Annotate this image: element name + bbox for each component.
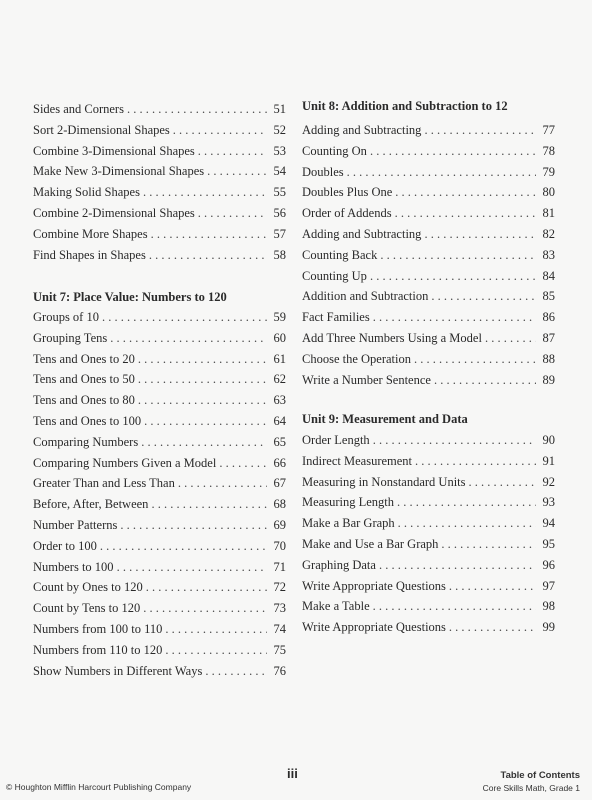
dot-leader <box>380 247 536 263</box>
dot-leader <box>431 288 536 304</box>
dot-leader <box>395 184 536 200</box>
dot-leader <box>143 600 267 616</box>
toc-entry-page: 58 <box>273 248 286 262</box>
toc-entry <box>302 288 555 304</box>
toc-entry-title: Doubles Plus One <box>302 185 393 199</box>
dot-leader <box>379 557 536 573</box>
toc-entry-title: Measuring Length <box>302 495 394 509</box>
toc-entry-title: Tens and Ones to 50 <box>33 372 135 386</box>
toc-entry-title: Show Numbers in Different Ways <box>33 664 203 678</box>
toc-entry-title: Numbers to 100 <box>33 560 114 574</box>
toc-entry-title: Comparing Numbers <box>33 435 139 449</box>
toc-entry-page: 89 <box>542 373 555 387</box>
toc-entry-title: Tens and Ones to 20 <box>33 352 135 366</box>
toc-entry-page: 99 <box>542 620 555 634</box>
toc-entry <box>33 538 286 554</box>
dot-leader <box>219 455 267 471</box>
toc-entry <box>302 557 555 573</box>
toc-entry-title: Tens and Ones to 80 <box>33 393 135 407</box>
copyright-notice: © Houghton Mifflin Harcourt Publishing Company <box>6 782 192 792</box>
dot-leader <box>102 309 267 325</box>
dot-leader <box>138 351 267 367</box>
toc-entry-page: 79 <box>542 165 555 179</box>
toc-entry-title: Find Shapes in Shapes <box>33 248 146 262</box>
toc-entry-page: 90 <box>542 433 555 447</box>
toc-entry <box>33 517 286 533</box>
dot-leader <box>138 371 267 387</box>
toc-entry <box>33 475 286 491</box>
toc-entry-page: 66 <box>273 456 286 470</box>
toc-entry-page: 78 <box>542 144 555 158</box>
toc-entry <box>302 122 555 138</box>
toc-entry-page: 51 <box>273 102 286 116</box>
toc-entry-page: 56 <box>273 206 286 220</box>
dot-leader <box>151 226 267 242</box>
dot-leader <box>397 494 536 510</box>
dot-leader <box>373 598 536 614</box>
toc-entry <box>33 309 286 325</box>
toc-entry <box>33 330 286 346</box>
dot-leader <box>120 517 267 533</box>
toc-entry-title: Write a Number Sentence <box>302 373 431 387</box>
toc-entry-title: Order to 100 <box>33 539 97 553</box>
toc-entry <box>33 226 286 242</box>
toc-entry-title: Combine 3-Dimensional Shapes <box>33 144 195 158</box>
toc-entry-page: 93 <box>542 495 555 509</box>
toc-entry-title: Make a Table <box>302 599 370 613</box>
page-number: iii <box>287 766 298 781</box>
dot-leader <box>138 392 267 408</box>
toc-entry <box>33 600 286 616</box>
toc-entry-page: 83 <box>542 248 555 262</box>
toc-entry-title: Grouping Tens <box>33 331 108 345</box>
dot-leader <box>178 475 267 491</box>
dot-leader <box>173 122 267 138</box>
toc-entry <box>33 122 286 138</box>
toc-entry-title: Doubles <box>302 165 344 179</box>
toc-entry-title: Numbers from 110 to 120 <box>33 643 163 657</box>
toc-entry-title: Addition and Subtraction <box>302 289 429 303</box>
toc-entry <box>302 143 555 159</box>
toc-entry <box>302 268 555 284</box>
dot-leader <box>165 621 267 637</box>
toc-entry <box>302 619 555 635</box>
dot-leader <box>449 619 536 635</box>
toc-entry <box>33 455 286 471</box>
dot-leader <box>347 164 536 180</box>
book-title: Core Skills Math, Grade 1 <box>482 783 580 793</box>
dot-leader <box>144 413 267 429</box>
toc-entry-page: 63 <box>273 393 286 407</box>
dot-leader <box>127 101 267 117</box>
toc-entry-title: Tens and Ones to 100 <box>33 414 142 428</box>
dot-leader <box>205 663 267 679</box>
toc-entry-title: Fact Families <box>302 310 370 324</box>
toc-entry-page: 75 <box>273 643 286 657</box>
toc-entry-page: 98 <box>542 599 555 613</box>
toc-entry-page: 55 <box>273 185 286 199</box>
toc-entry-title: Counting Up <box>302 269 367 283</box>
dot-leader <box>373 309 536 325</box>
toc-entry <box>302 309 555 325</box>
toc-entry <box>33 205 286 221</box>
toc-entry-page: 88 <box>542 352 555 366</box>
toc-entry <box>33 621 286 637</box>
toc-entry-title: Greater Than and Less Than <box>33 476 175 490</box>
toc-entry <box>33 663 286 679</box>
toc-entry-title: Comparing Numbers Given a Model <box>33 456 217 470</box>
toc-entry <box>302 515 555 531</box>
unit7-heading: Unit 7: Place Value: Numbers to 120 <box>33 290 227 304</box>
dot-leader <box>424 226 536 242</box>
toc-entry <box>33 371 286 387</box>
dot-leader <box>370 143 536 159</box>
toc-entry-page: 82 <box>542 227 555 241</box>
toc-entry-title: Counting Back <box>302 248 378 262</box>
dot-leader <box>449 578 536 594</box>
toc-entry-title: Indirect Measurement <box>302 454 413 468</box>
toc-entry-title: Adding and Subtracting <box>302 227 422 241</box>
toc-entry-page: 61 <box>273 352 286 366</box>
toc-entry-page: 53 <box>273 144 286 158</box>
toc-entry <box>33 434 286 450</box>
toc-entry-page: 67 <box>273 476 286 490</box>
toc-entry-title: Choose the Operation <box>302 352 412 366</box>
toc-entry-page: 91 <box>542 454 555 468</box>
toc-entry-title: Groups of 10 <box>33 310 99 324</box>
toc-entry <box>302 453 555 469</box>
toc-entry-page: 74 <box>273 622 286 636</box>
dot-leader <box>373 432 536 448</box>
toc-entry-title: Adding and Subtracting <box>302 123 422 137</box>
dot-leader <box>141 434 267 450</box>
unit9-heading: Unit 9: Measurement and Data <box>302 412 468 426</box>
toc-entry-page: 72 <box>273 580 286 594</box>
toc-entry-page: 76 <box>273 664 286 678</box>
dot-leader <box>149 247 267 263</box>
toc-entry <box>302 494 555 510</box>
toc-entry-page: 62 <box>273 372 286 386</box>
toc-entry-title: Count by Tens to 120 <box>33 601 141 615</box>
toc-entry <box>302 164 555 180</box>
toc-entry-title: Measuring in Nonstandard Units <box>302 475 466 489</box>
toc-entry-title: Make New 3-Dimensional Shapes <box>33 164 205 178</box>
toc-entry-title: Combine 2-Dimensional Shapes <box>33 206 195 220</box>
toc-entry-page: 65 <box>273 435 286 449</box>
toc-entry-title: Write Appropriate Questions <box>302 620 446 634</box>
dot-leader <box>414 351 536 367</box>
toc-entry-title: Order Length <box>302 433 370 447</box>
section-title: Table of Contents <box>500 770 580 781</box>
toc-entry-page: 77 <box>542 123 555 137</box>
toc-entry-page: 86 <box>542 310 555 324</box>
toc-entry-page: 68 <box>273 497 286 511</box>
toc-entry <box>33 413 286 429</box>
toc-entry-page: 87 <box>542 331 555 345</box>
toc-entry <box>302 536 555 552</box>
toc-entry-title: Number Patterns <box>33 518 118 532</box>
toc-entry <box>33 496 286 512</box>
dot-leader <box>100 538 267 554</box>
toc-entry-page: 69 <box>273 518 286 532</box>
toc-entry-title: Graphing Data <box>302 558 376 572</box>
toc-entry <box>33 642 286 658</box>
toc-entry-page: 52 <box>273 123 286 137</box>
toc-entry <box>302 598 555 614</box>
toc-entry <box>302 330 555 346</box>
toc-entry-page: 70 <box>273 539 286 553</box>
toc-entry-page: 64 <box>273 414 286 428</box>
toc-entry-page: 85 <box>542 289 555 303</box>
unit8-heading: Unit 8: Addition and Subtraction to 12 <box>302 99 508 113</box>
toc-entry-title: Before, After, Between <box>33 497 149 511</box>
toc-entry-page: 57 <box>273 227 286 241</box>
toc-entry <box>302 205 555 221</box>
dot-leader <box>434 372 536 388</box>
dot-leader <box>370 268 536 284</box>
dot-leader <box>146 579 267 595</box>
toc-entry-title: Add Three Numbers Using a Model <box>302 331 482 345</box>
toc-entry-title: Make a Bar Graph <box>302 516 395 530</box>
toc-entry-page: 94 <box>542 516 555 530</box>
toc-entry <box>302 372 555 388</box>
toc-entry <box>302 226 555 242</box>
toc-entry <box>33 184 286 200</box>
dot-leader <box>110 330 267 346</box>
toc-entry-page: 80 <box>542 185 555 199</box>
toc-entry <box>302 432 555 448</box>
dot-leader <box>165 642 267 658</box>
toc-entry-title: Sides and Corners <box>33 102 124 116</box>
dot-leader <box>151 496 267 512</box>
toc-entry <box>33 351 286 367</box>
toc-entry-page: 96 <box>542 558 555 572</box>
dot-leader <box>415 453 536 469</box>
toc-entry <box>33 559 286 575</box>
toc-entry <box>33 143 286 159</box>
toc-entry <box>33 163 286 179</box>
toc-entry-title: Make and Use a Bar Graph <box>302 537 439 551</box>
toc-entry-page: 92 <box>542 475 555 489</box>
toc-entry-page: 54 <box>273 164 286 178</box>
toc-entry-page: 84 <box>542 269 555 283</box>
toc-entry-title: Numbers from 100 to 110 <box>33 622 163 636</box>
toc-entry-page: 73 <box>273 601 286 615</box>
toc-entry-title: Count by Ones to 120 <box>33 580 143 594</box>
toc-entry-title: Making Solid Shapes <box>33 185 140 199</box>
toc-entry-title: Sort 2-Dimensional Shapes <box>33 123 170 137</box>
toc-entry-page: 71 <box>273 560 286 574</box>
dot-leader <box>485 330 536 346</box>
toc-entry-title: Combine More Shapes <box>33 227 148 241</box>
dot-leader <box>395 205 536 221</box>
toc-entry <box>33 392 286 408</box>
toc-entry <box>33 101 286 117</box>
footer-right <box>483 770 580 794</box>
dot-leader <box>398 515 536 531</box>
dot-leader <box>441 536 536 552</box>
toc-entry-title: Counting On <box>302 144 367 158</box>
dot-leader <box>198 205 267 221</box>
dot-leader <box>143 184 267 200</box>
toc-entry <box>302 474 555 490</box>
toc-entry-page: 81 <box>542 206 555 220</box>
dot-leader <box>117 559 267 575</box>
dot-leader <box>198 143 267 159</box>
toc-entry <box>33 247 286 263</box>
dot-leader <box>469 474 536 490</box>
toc-entry-title: Write Appropriate Questions <box>302 579 446 593</box>
toc-entry-page: 97 <box>542 579 555 593</box>
dot-leader <box>424 122 536 138</box>
toc-entry <box>302 351 555 367</box>
toc-entry-page: 59 <box>273 310 286 324</box>
toc-entry-page: 95 <box>542 537 555 551</box>
toc-entry-title: Order of Addends <box>302 206 392 220</box>
toc-entry <box>302 247 555 263</box>
toc-entry <box>302 184 555 200</box>
dot-leader <box>207 163 267 179</box>
toc-entry <box>33 579 286 595</box>
toc-entry-page: 60 <box>273 331 286 345</box>
toc-entry <box>302 578 555 594</box>
